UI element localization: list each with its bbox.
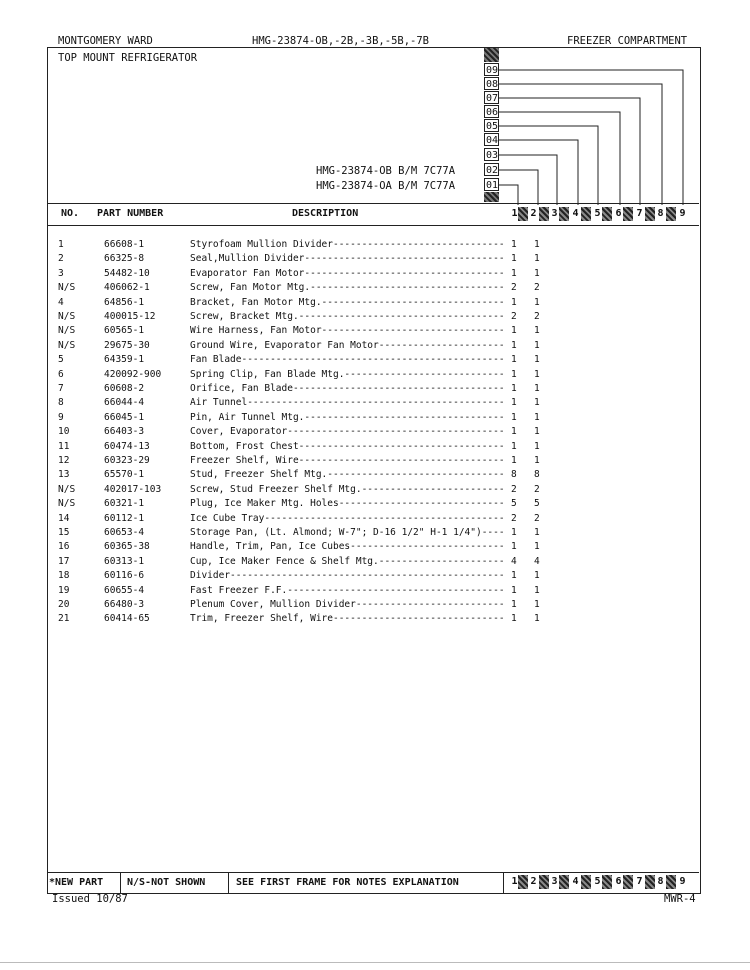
code-03: 03 <box>486 150 499 161</box>
part-number: 406062-1 <box>104 282 150 294</box>
qty-col-1: 4 <box>511 555 517 567</box>
qty-col-1: 1 <box>511 541 517 553</box>
qty-col-2: 1 <box>534 397 540 409</box>
col-shade <box>539 207 549 221</box>
qty-col-2: 8 <box>534 469 540 481</box>
colnum-2: 2 <box>530 876 537 887</box>
code-02: 02 <box>486 165 499 176</box>
code-07: 07 <box>486 93 499 104</box>
part-description: Bottom, Frost Chest------------------------------------ <box>190 440 505 452</box>
qty-col-2: 1 <box>534 613 540 625</box>
qty-col-1: 1 <box>511 440 517 452</box>
part-number: 60365-38 <box>104 541 150 553</box>
part-no: 12 <box>58 455 70 466</box>
part-number: 64359-1 <box>104 354 145 366</box>
part-number: 66608-1 <box>104 239 145 250</box>
part-no: 6 <box>58 368 64 380</box>
qty-col-1: 1 <box>511 339 517 351</box>
part-no: 19 <box>58 584 70 596</box>
part-description: Storage Pan, (Lt. Almond; W-7"; D-16 1/2" H-1 1/4")---- <box>190 527 505 538</box>
code-shade-top <box>484 48 499 62</box>
part-description: Screw, Stud Freezer Shelf Mtg.------------------------- <box>190 483 505 495</box>
page-code: MWR-4 <box>664 893 696 905</box>
part-no: 5 <box>58 354 64 366</box>
qty-col-1: 2 <box>511 311 517 322</box>
qty-col-2: 2 <box>534 512 540 524</box>
colnum-2: 2 <box>530 208 537 219</box>
part-number: 65570-1 <box>104 469 145 481</box>
part-description: Cup, Ice Maker Fence & Shelf Mtg.---------------------- <box>190 555 505 567</box>
colnum-9: 9 <box>679 208 686 219</box>
colnum-5: 5 <box>594 876 601 887</box>
qty-col-2: 1 <box>534 411 540 423</box>
col-shade <box>518 207 528 221</box>
qty-col-2: 1 <box>534 368 540 380</box>
qty-col-1: 1 <box>511 613 517 625</box>
part-description: Freezer Shelf, Wire------------------------------------ <box>190 455 505 466</box>
subtitle: TOP MOUNT REFRIGERATOR <box>58 52 198 64</box>
model-line-2: HMG-23874-OA B/M 7C77A <box>316 180 456 192</box>
part-description: Stud, Freezer Shelf Mtg.------------------------------- <box>190 469 505 481</box>
model-line-1: HMG-23874-OB B/M 7C77A <box>316 165 456 177</box>
part-no: N/S <box>58 498 76 510</box>
part-number: 66044-4 <box>104 397 145 409</box>
qty-col-1: 1 <box>511 411 517 423</box>
part-no: 10 <box>58 426 70 438</box>
part-no: 18 <box>58 570 70 582</box>
part-no: N/S <box>58 325 76 337</box>
qty-col-1: 1 <box>511 599 517 610</box>
code-shade-bottom <box>484 192 499 202</box>
notes-explanation: SEE FIRST FRAME FOR NOTES EXPLANATION <box>236 877 459 888</box>
col-no: NO. <box>61 208 80 219</box>
qty-col-2: 1 <box>534 570 540 582</box>
qty-col-2: 1 <box>534 426 540 438</box>
col-shade <box>581 875 591 889</box>
part-number: 66480-3 <box>104 599 145 610</box>
qty-col-1: 1 <box>511 239 517 250</box>
colnum-4: 4 <box>572 876 579 887</box>
part-no: 3 <box>58 267 64 279</box>
colnum-3: 3 <box>551 876 558 887</box>
part-no: 11 <box>58 440 70 452</box>
part-description: Air Tunnel--------------------------------------------- <box>190 397 505 409</box>
qty-col-2: 1 <box>534 339 540 351</box>
qty-col-1: 8 <box>511 469 517 481</box>
col-shade <box>666 207 676 221</box>
part-number: 60608-2 <box>104 383 145 394</box>
part-description: Fan Blade---------------------------------------------- <box>190 354 505 366</box>
colnum-7: 7 <box>636 208 643 219</box>
part-number: 60112-1 <box>104 512 145 524</box>
part-number: 400015-12 <box>104 311 156 322</box>
part-number: 29675-30 <box>104 339 150 351</box>
code-08: 08 <box>486 79 499 90</box>
colnum-5: 5 <box>594 208 601 219</box>
part-description: Ice Cube Tray------------------------------------------ <box>190 512 505 524</box>
part-number: 60655-4 <box>104 584 145 596</box>
qty-col-1: 1 <box>511 584 517 596</box>
qty-col-1: 1 <box>511 296 517 308</box>
part-number: 402017-103 <box>104 483 162 495</box>
part-number: 66325-8 <box>104 253 145 265</box>
part-number: 60323-29 <box>104 455 150 466</box>
part-no: 16 <box>58 541 70 553</box>
qty-col-2: 1 <box>534 383 540 394</box>
section-title: FREEZER COMPARTMENT <box>567 35 688 47</box>
qty-col-2: 1 <box>534 239 540 250</box>
part-no: N/S <box>58 483 76 495</box>
part-description: Plenum Cover, Mullion Divider-------------------------- <box>190 599 505 610</box>
issued-date: Issued 10/87 <box>52 893 128 905</box>
col-shade <box>623 875 633 889</box>
part-no: 4 <box>58 296 64 308</box>
qty-col-2: 1 <box>534 296 540 308</box>
col-shade <box>518 875 528 889</box>
colnum-4: 4 <box>572 208 579 219</box>
code-connector-lines <box>0 0 750 230</box>
colnum-6: 6 <box>615 208 622 219</box>
part-number: 60313-1 <box>104 555 145 567</box>
part-description: Evaporator Fan Motor----------------------------------- <box>190 267 505 279</box>
code-06: 06 <box>486 107 499 118</box>
part-description: Pin, Air Tunnel Mtg.----------------------------------- <box>190 411 505 423</box>
qty-col-2: 2 <box>534 311 540 322</box>
qty-col-1: 1 <box>511 455 517 466</box>
col-description: DESCRIPTION <box>292 208 359 219</box>
col-shade <box>645 875 655 889</box>
qty-col-2: 1 <box>534 584 540 596</box>
qty-col-2: 1 <box>534 440 540 452</box>
qty-col-1: 1 <box>511 368 517 380</box>
qty-col-1: 1 <box>511 397 517 409</box>
code-09: 09 <box>486 65 499 76</box>
part-number: 420092-900 <box>104 368 162 380</box>
qty-col-1: 1 <box>511 253 517 265</box>
code-05: 05 <box>486 121 499 132</box>
part-no: 9 <box>58 411 64 423</box>
qty-col-2: 4 <box>534 555 540 567</box>
qty-col-2: 1 <box>534 253 540 265</box>
part-no: 21 <box>58 613 70 625</box>
brand-name: MONTGOMERY WARD <box>58 35 153 47</box>
part-number: 60414-65 <box>104 613 150 625</box>
qty-col-2: 5 <box>534 498 540 510</box>
part-no: 13 <box>58 469 70 481</box>
part-description: Plug, Ice Maker Mtg. Holes----------------------------- <box>190 498 505 510</box>
part-no: 14 <box>58 512 70 524</box>
colnum-7: 7 <box>636 876 643 887</box>
col-shade <box>559 207 569 221</box>
qty-col-2: 1 <box>534 325 540 337</box>
col-shade <box>602 875 612 889</box>
part-no: 2 <box>58 253 64 265</box>
qty-col-1: 2 <box>511 483 517 495</box>
qty-col-1: 1 <box>511 354 517 366</box>
colnum-3: 3 <box>551 208 558 219</box>
colnum-9: 9 <box>679 876 686 887</box>
part-description: Spring Clip, Fan Blade Mtg.---------------------------- <box>190 368 505 380</box>
part-description: Orifice, Fan Blade------------------------------------- <box>190 383 505 394</box>
part-description: Trim, Freezer Shelf, Wire------------------------------ <box>190 613 505 625</box>
colnum-8: 8 <box>657 208 664 219</box>
part-no: 7 <box>58 383 64 394</box>
col-shade <box>602 207 612 221</box>
part-description: Fast Freezer F.F.-------------------------------------- <box>190 584 505 596</box>
colnum-1: 1 <box>511 876 518 887</box>
qty-col-1: 2 <box>511 512 517 524</box>
qty-col-2: 1 <box>534 541 540 553</box>
new-part-note: *NEW PART <box>49 877 104 888</box>
part-description: Handle, Trim, Pan, Ice Cubes--------------------------- <box>190 541 505 553</box>
part-description: Wire Harness, Fan Motor-------------------------------- <box>190 325 505 337</box>
part-no: N/S <box>58 311 76 322</box>
qty-col-1: 1 <box>511 267 517 279</box>
colnum-1: 1 <box>511 208 518 219</box>
qty-col-2: 1 <box>534 354 540 366</box>
qty-col-1: 1 <box>511 325 517 337</box>
part-no: 8 <box>58 397 64 409</box>
part-description: Ground Wire, Evaporator Fan Motor---------------------- <box>190 339 505 351</box>
footer-divider <box>120 873 121 893</box>
footer-divider <box>503 873 504 893</box>
part-number: 60565-1 <box>104 325 145 337</box>
qty-col-2: 1 <box>534 527 540 538</box>
col-shade <box>581 207 591 221</box>
part-number: 66403-3 <box>104 426 145 438</box>
qty-col-2: 1 <box>534 455 540 466</box>
part-number: 60653-4 <box>104 527 145 538</box>
part-number: 60321-1 <box>104 498 145 510</box>
scan-edge-line <box>0 962 750 963</box>
part-no: 15 <box>58 527 70 538</box>
qty-col-1: 5 <box>511 498 517 510</box>
part-no: 20 <box>58 599 70 610</box>
col-part-number: PART NUMBER <box>97 208 164 219</box>
part-description: Divider------------------------------------------------ <box>190 570 505 582</box>
colnum-6: 6 <box>615 876 622 887</box>
part-number: 66045-1 <box>104 411 145 423</box>
part-description: Screw, Fan Motor Mtg.---------------------------------- <box>190 282 505 294</box>
col-shade <box>539 875 549 889</box>
part-no: 1 <box>58 239 64 250</box>
part-number: 60116-6 <box>104 570 145 582</box>
col-shade <box>645 207 655 221</box>
code-04: 04 <box>486 135 499 146</box>
qty-col-1: 1 <box>511 383 517 394</box>
qty-col-1: 2 <box>511 282 517 294</box>
qty-col-2: 1 <box>534 599 540 610</box>
part-description: Styrofoam Mullion Divider------------------------------ <box>190 239 505 250</box>
qty-col-1: 1 <box>511 426 517 438</box>
part-description: Cover, Evaporator-------------------------------------- <box>190 426 505 438</box>
part-description: Bracket, Fan Motor Mtg.-------------------------------- <box>190 296 505 308</box>
colnum-8: 8 <box>657 876 664 887</box>
col-shade <box>666 875 676 889</box>
qty-col-2: 2 <box>534 483 540 495</box>
col-shade <box>623 207 633 221</box>
part-no: N/S <box>58 339 76 351</box>
col-shade <box>559 875 569 889</box>
ns-note: N/S-NOT SHOWN <box>127 877 206 888</box>
qty-col-1: 1 <box>511 570 517 582</box>
qty-col-2: 2 <box>534 282 540 294</box>
part-number: 60474-13 <box>104 440 150 452</box>
model-list: HMG-23874-OB,-2B,-3B,-5B,-7B <box>252 35 430 47</box>
qty-col-2: 1 <box>534 267 540 279</box>
part-description: Seal,Mullion Divider----------------------------------- <box>190 253 505 265</box>
code-01: 01 <box>486 180 499 191</box>
part-no: N/S <box>58 282 76 294</box>
qty-col-1: 1 <box>511 527 517 538</box>
footer-divider <box>228 873 229 893</box>
part-description: Screw, Bracket Mtg.------------------------------------ <box>190 311 505 322</box>
part-number: 64856-1 <box>104 296 145 308</box>
part-no: 17 <box>58 555 70 567</box>
part-number: 54482-10 <box>104 267 150 279</box>
